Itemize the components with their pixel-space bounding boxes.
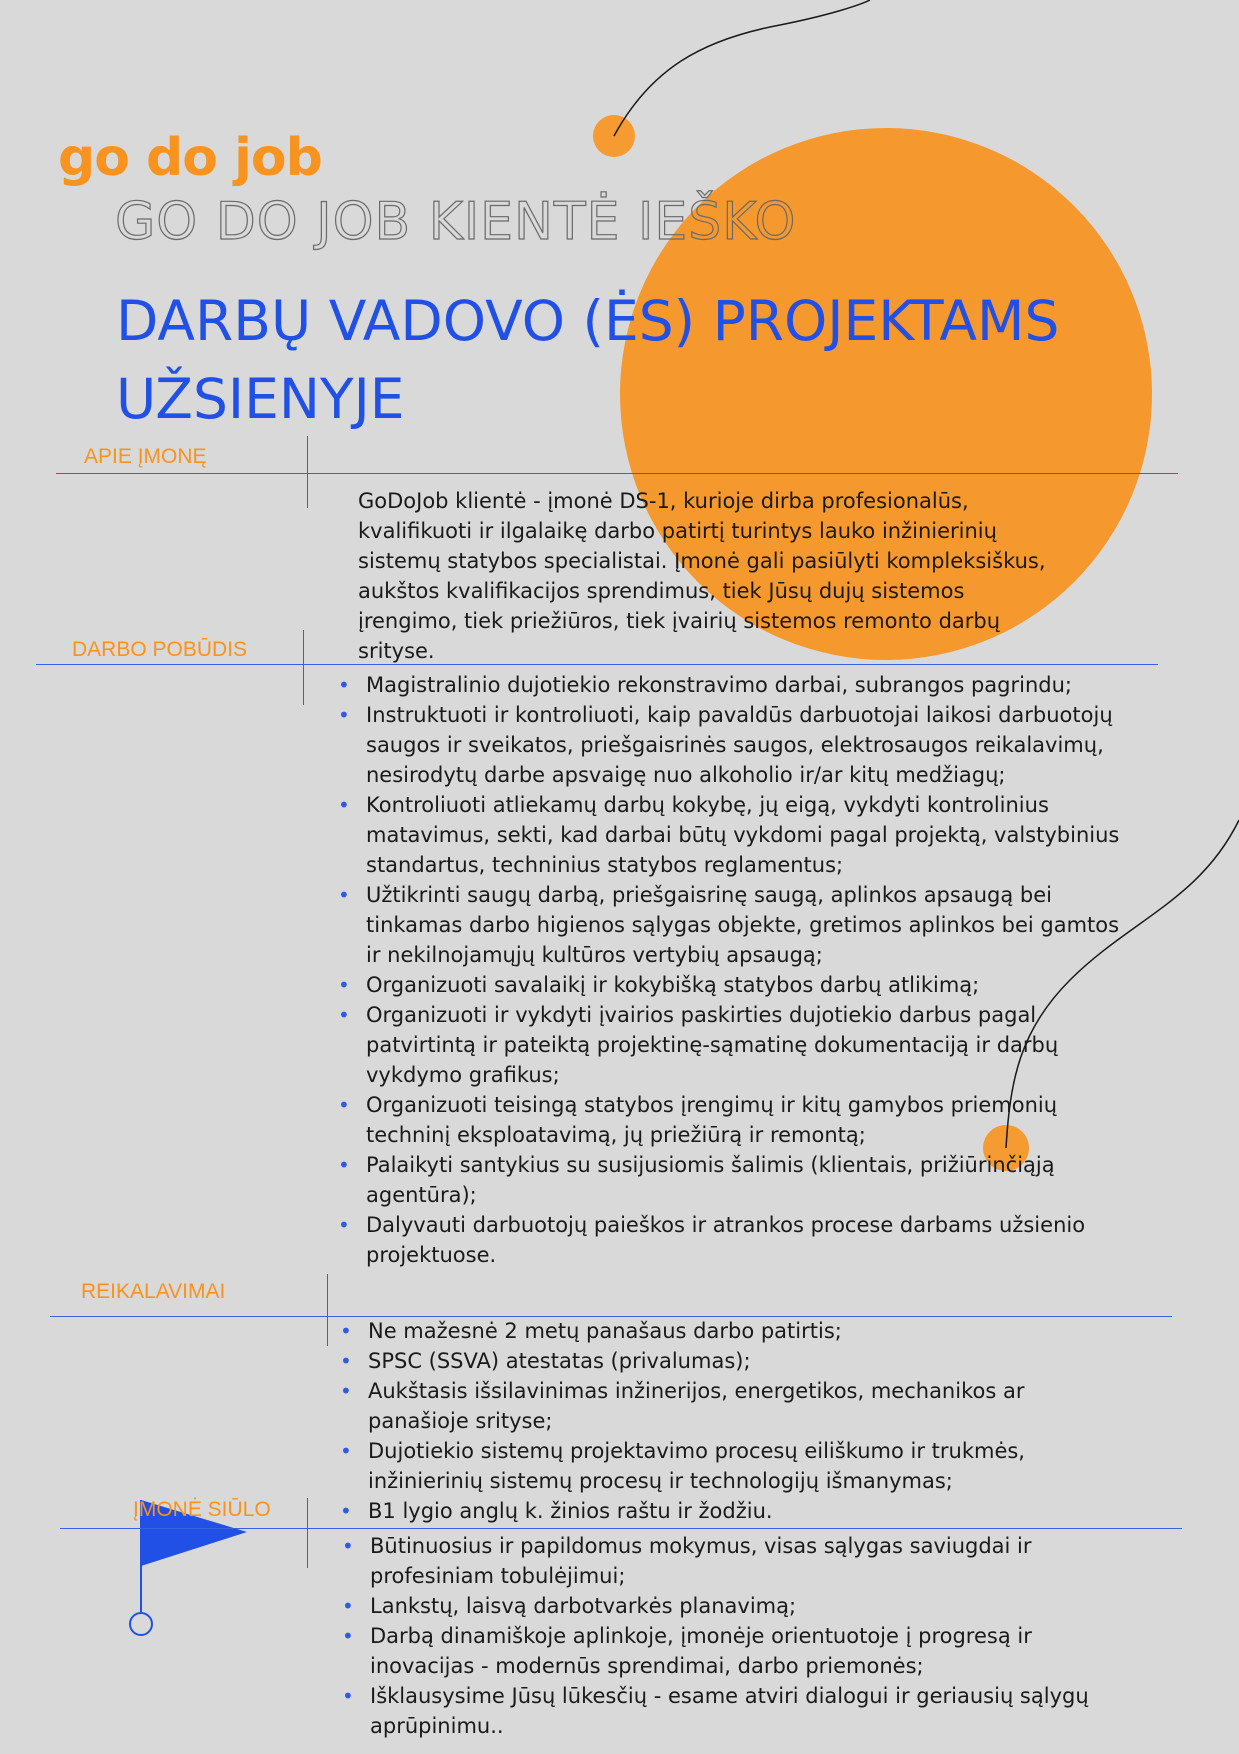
page-title-line-1: DARBŲ VADOVO (ĖS) PROJEKTAMS bbox=[116, 289, 1060, 353]
about-line: aukštos kvalifikacijos sprendimus, tiek Jūsų dujų sistemos bbox=[358, 579, 965, 603]
list-item: • B1 lygio anglų k. žinios raštu ir žodžiu. bbox=[340, 1496, 1120, 1526]
section-label-about: APIE ĮMONĘ bbox=[84, 445, 207, 468]
list-item: • Dujotiekio sistemų projektavimo procesų eiliškumo ir trukmės, inžinierinių sistemų procesų ir technologijų išmanymas; bbox=[340, 1436, 1120, 1496]
outline-title: GO DO JOB KIENTĖ IEŠKO bbox=[115, 192, 797, 252]
list-item: • Dalyvauti darbuotojų paieškos ir atrankos procese darbams užsienio projektuose. bbox=[338, 1210, 1138, 1270]
list-item: • Ne mažesnė 2 metų panašaus darbo patirtis; bbox=[340, 1316, 1120, 1346]
list-item: • Aukštasis išsilavinimas inžinerijos, energetikos, mechanikos ar panašioje srityse; bbox=[340, 1376, 1120, 1436]
duties-list bbox=[338, 670, 1138, 1270]
list-item: • SPSC (SSVA) atestatas (privalumas); bbox=[340, 1346, 1120, 1376]
about-line: kvalifikuoti ir ilgalaikę darbo patirtį turintys lauko inžinierinių bbox=[358, 519, 997, 543]
decorative-curve-top bbox=[614, 0, 870, 136]
page-title bbox=[116, 282, 1116, 438]
list-item: • Palaikyti santykius su susijusiomis šalimis (klientais, prižiūrinčiąją agentūra); bbox=[338, 1150, 1138, 1210]
vertical-divider-duties bbox=[303, 630, 304, 705]
section-label-offer: ĮMONĖ SIŪLO bbox=[133, 1498, 271, 1521]
section-label-requirements: REIKALAVIMAI bbox=[81, 1280, 226, 1303]
list-item: • Organizuoti ir vykdyti įvairios paskirties dujotiekio darbus pagal patvirtintą ir pateiktą projektinę-sąmatinę dokumentaciją ir darbų vykdymo grafikus; bbox=[338, 1000, 1138, 1090]
offer-list bbox=[342, 1531, 1132, 1741]
about-line: sistemų statybos specialistai. Įmonė gali pasiūlyti kompleksiškus, bbox=[358, 549, 1046, 573]
list-item: • Kontroliuoti atliekamų darbų kokybę, jų eigą, vykdyti kontrolinius matavimus, sekti, kad darbai būtų vykdomi pagal projektą, valstybinius standartus, techninius statybos reglamentus; bbox=[338, 790, 1138, 880]
list-item: • Instruktuoti ir kontroliuoti, kaip pavaldūs darbuotojai laikosi darbuotojų saugos ir sveikatos, priešgaisrinės saugos, elektrosaugos reikalavimų, nesirodytų darbe apsvaigę nuo alkoholio ir/ar kitų medžiagų; bbox=[338, 700, 1138, 790]
about-line: GoDoJob klientė - įmonė DS-1, kurioje dirba profesionalūs, bbox=[358, 489, 969, 513]
about-line: srityse. bbox=[358, 639, 435, 663]
list-item: • Išklausysime Jūsų lūkesčių - esame atviri dialogui ir geriausių sąlygų aprūpinimu.. bbox=[342, 1681, 1132, 1741]
divider-about bbox=[56, 473, 1178, 474]
section-label-duties: DARBO POBŪDIS bbox=[72, 638, 248, 661]
list-item: • Lankstų, laisvą darbotvarkės planavimą; bbox=[342, 1591, 1132, 1621]
list-item: • Būtinuosius ir papildomus mokymus, visas sąlygas saviugdai ir profesiniam tobulėjimui; bbox=[342, 1531, 1132, 1591]
list-item: • Magistralinio dujotiekio rekonstravimo darbai, subrangos pagrindu; bbox=[338, 670, 1138, 700]
vertical-divider-offer bbox=[307, 1498, 308, 1568]
requirements-list bbox=[340, 1316, 1120, 1526]
list-item: • Organizuoti savalaikį ir kokybišką statybos darbų atlikimą; bbox=[338, 970, 1138, 1000]
list-item: • Darbą dinamiškoje aplinkoje, įmonėje orientuotoje į progresą ir inovacijas - modernūs sprendimai, darbo priemonės; bbox=[342, 1621, 1132, 1681]
divider-offer bbox=[60, 1528, 1182, 1529]
vertical-divider-requirements bbox=[327, 1274, 328, 1346]
vertical-divider-about bbox=[307, 436, 308, 508]
about-line: įrengimo, tiek priežiūros, tiek įvairių sistemos remonto darbų bbox=[358, 609, 1001, 633]
page-title-line-2: UŽSIENYJE bbox=[116, 367, 405, 431]
list-item: • Užtikrinti saugų darbą, priešgaisrinę saugą, aplinkos apsaugą bei tinkamas darbo higienos sąlygas objekte, gretimos aplinkos bei gamtos ir nekilnojamųjų kultūros vertybių apsaugą; bbox=[338, 880, 1138, 970]
divider-duties bbox=[36, 664, 1158, 665]
brand-logo: go do job bbox=[58, 128, 322, 188]
about-text bbox=[358, 486, 1078, 666]
list-item: • Organizuoti teisingą statybos įrengimų ir kitų gamybos priemonių techninį eksploatavimą, jų priežiūrą ir remontą; bbox=[338, 1090, 1138, 1150]
